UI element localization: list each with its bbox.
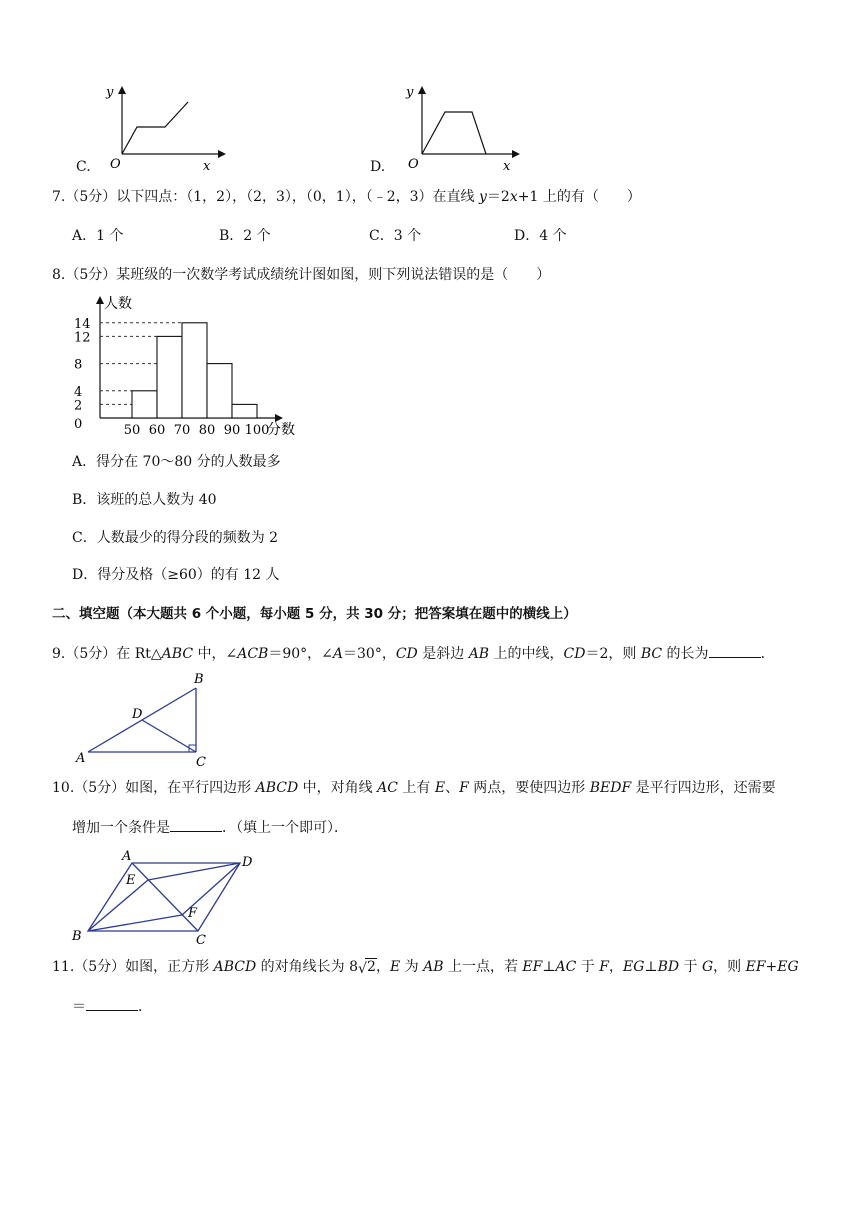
q7-option-d: D．4 个 (514, 228, 567, 244)
q11-text: 于 (679, 959, 702, 975)
q11-var: EF (522, 959, 543, 975)
hist-x-tick-label: 50 (123, 423, 141, 438)
hist-y-tick-label: 0 (74, 417, 83, 432)
q9-stem (52, 643, 775, 663)
q9-text: ． (760, 646, 775, 662)
q9-label-b: B (194, 672, 204, 687)
q6-d-x-label: x (503, 159, 511, 174)
q7-option-b: B．2 个 (219, 228, 271, 244)
q10-label-a: A (122, 849, 132, 864)
hist-y-arrow (96, 296, 104, 304)
q6-graph-c (100, 82, 230, 172)
q10-var: BEDF (589, 780, 632, 796)
q9-text: ＝2，则 (585, 646, 641, 662)
q11-text: 的对角线长为 8 (256, 959, 359, 975)
q10-answer-blank[interactable] (170, 817, 222, 832)
q9-var: AB (468, 646, 490, 662)
q11-text: ⊥ (542, 959, 556, 975)
q9-text: 的长为 (662, 646, 709, 662)
q6-c-y-label: y (106, 85, 114, 100)
q7-stem-prefix: 7.（5分）以下四点：（1，2），（2，3），（0，1），（﹣2，3）在直线 (52, 189, 479, 205)
q11-text: ＝ (72, 999, 86, 1015)
q10-text: 上有 (397, 780, 435, 796)
q8-option-c: C．人数最少的得分段的频数为 2 (72, 530, 279, 546)
hist-x-tick-label: 100 (244, 423, 270, 438)
q7-option-c: C．3 个 (369, 228, 422, 244)
q9-var: BC (640, 646, 663, 662)
q10-text: 10.（5分）如图，在平行四边形 (52, 780, 256, 796)
q11-text: ， (375, 959, 390, 975)
q6-c-graph-line (122, 102, 188, 154)
q7-eq-mid: ＝2 (486, 189, 510, 205)
hist-y-tick-label: 4 (74, 384, 83, 400)
hist-y-tick-label: 8 (74, 357, 83, 373)
q9-text: 中，∠ (193, 646, 238, 662)
q11-var: E (389, 959, 401, 975)
q11-var: G (701, 959, 714, 975)
q9-text: ＝90°，∠ (268, 646, 333, 662)
q11-text: 11.（5分）如图，正方形 (52, 959, 214, 975)
q6-d-graph-line (422, 112, 486, 154)
q10-parallelogram-abcd (88, 863, 240, 931)
hist-x-tick-label: 90 (223, 423, 241, 438)
q10-var: E (434, 780, 446, 796)
q11-var: AC (555, 959, 577, 975)
q9-var: ACB (237, 646, 269, 662)
hist-y-tick-label: 14 (74, 316, 91, 332)
q10-text: 中，对角线 (298, 780, 378, 796)
q7-eq-x: x (509, 189, 518, 205)
hist-bar (182, 323, 207, 418)
hist-y-tick-label: 2 (74, 398, 83, 414)
q7-option-a: A．1 个 (72, 228, 124, 244)
q11-stem-line2 (72, 996, 152, 1016)
q11-var: EG (622, 959, 645, 975)
q8-option-d: D．得分及格（≥60）的有 12 人 (72, 567, 280, 583)
q11-text: 于 (576, 959, 600, 975)
q6-c-origin-label: O (110, 157, 121, 172)
q6-option-d-label: D. (370, 159, 386, 175)
q9-label-d: D (132, 707, 143, 722)
q6-c-y-arrow (118, 86, 126, 94)
q11-sqrt-arg: 2 (367, 959, 376, 975)
q10-text: 增加一个条件是 (72, 820, 170, 836)
hist-bar (207, 364, 232, 418)
q6-d-y-arrow (418, 86, 426, 94)
q9-var: CD (563, 646, 586, 662)
hist-y-tick-label: 12 (74, 330, 91, 346)
q10-stem-line1 (52, 779, 776, 797)
hist-bar (232, 404, 257, 418)
q9-figure (74, 670, 224, 770)
hist-x-tick-label: 80 (198, 423, 216, 438)
q10-label-c: C (196, 933, 206, 948)
q6-option-c-label: C. (76, 159, 91, 175)
q10-var: AC (377, 780, 398, 796)
q6-c-x-arrow (218, 150, 226, 158)
q10-label-e: E (126, 873, 136, 888)
q11-text: ． (138, 999, 152, 1015)
q11-text: ⊥ (644, 959, 658, 975)
q7-stem (52, 188, 641, 206)
q11-text: 上一点，若 (443, 959, 523, 975)
q8-option-a: A．得分在 70～80 分的人数最多 (72, 454, 281, 470)
q6-d-y-label: y (406, 85, 414, 100)
q9-text: 是斜边 (417, 646, 469, 662)
q11-text: ，则 (713, 959, 746, 975)
hist-x-tick-label: 70 (173, 423, 191, 438)
q10-text: 两点，要使四边形 (468, 780, 590, 796)
hist-x-tick-label: 60 (148, 423, 166, 438)
q10-label-b: B (72, 929, 82, 944)
q11-var: F (599, 959, 609, 975)
q10-label-f: F (188, 906, 198, 921)
section2-heading: 二、填空题（本大题共 6 个小题，每小题 5 分，共 30 分；把答案填在题中的横线上） (52, 606, 577, 622)
q9-text: 9.（5分）在 Rt△ (52, 646, 162, 662)
q6-d-x-arrow (512, 150, 520, 158)
q8-stem: 8.（5分）某班级的一次数学考试成绩统计图如图，则下列说法错误的是（ ） (52, 267, 551, 283)
hist-y-label: 人数 (104, 296, 132, 312)
q10-var: ABCD (255, 780, 299, 796)
q7-stem-suffix: +1 上的有（ ） (517, 189, 641, 205)
q6-d-origin-label: O (408, 157, 419, 172)
q11-sqrt: √ 2 (358, 959, 376, 977)
hist-bar (157, 336, 182, 418)
q9-var: CD (395, 646, 418, 662)
q10-figure (70, 848, 270, 948)
q11-text: ， (608, 959, 623, 975)
q10-var: F (459, 780, 469, 796)
q9-text: ＝30°， (343, 646, 396, 662)
hist-x-arrow (275, 414, 283, 422)
q10-segment-be (88, 880, 148, 931)
q11-stem-line1 (52, 958, 799, 976)
hist-x-label: 分数 (267, 422, 295, 438)
q11-var: AB (423, 959, 444, 975)
q11-var: BD (657, 959, 680, 975)
q6-graph-d (400, 82, 530, 172)
q9-median-cd (142, 720, 196, 752)
q10-segment-ed (148, 863, 240, 880)
q9-label-a: A (76, 751, 86, 766)
q10-stem-line2 (72, 817, 348, 837)
q10-text: ．（填上一个即可）． (222, 820, 348, 836)
q8-histogram (60, 292, 310, 442)
q8-option-b: B．该班的总人数为 40 (72, 492, 217, 508)
q9-var: ABC (161, 646, 194, 662)
q11-var: ABCD (213, 959, 257, 975)
q10-text: 、 (445, 780, 460, 796)
q9-text: 上的中线， (489, 646, 564, 662)
q11-var: EF+EG (745, 959, 799, 975)
q7-eq-y: y (478, 189, 487, 205)
q11-text: 为 (400, 959, 424, 975)
hist-bar (132, 391, 157, 418)
q9-var: A (332, 646, 344, 662)
q9-label-c: C (196, 755, 206, 770)
q6-c-x-label: x (203, 159, 211, 174)
q11-answer-blank[interactable] (86, 996, 138, 1011)
q10-text: 是平行四边形，还需要 (631, 780, 776, 796)
q10-segment-bf (88, 915, 182, 931)
q10-label-d: D (242, 855, 253, 870)
q9-answer-blank[interactable] (709, 643, 761, 658)
